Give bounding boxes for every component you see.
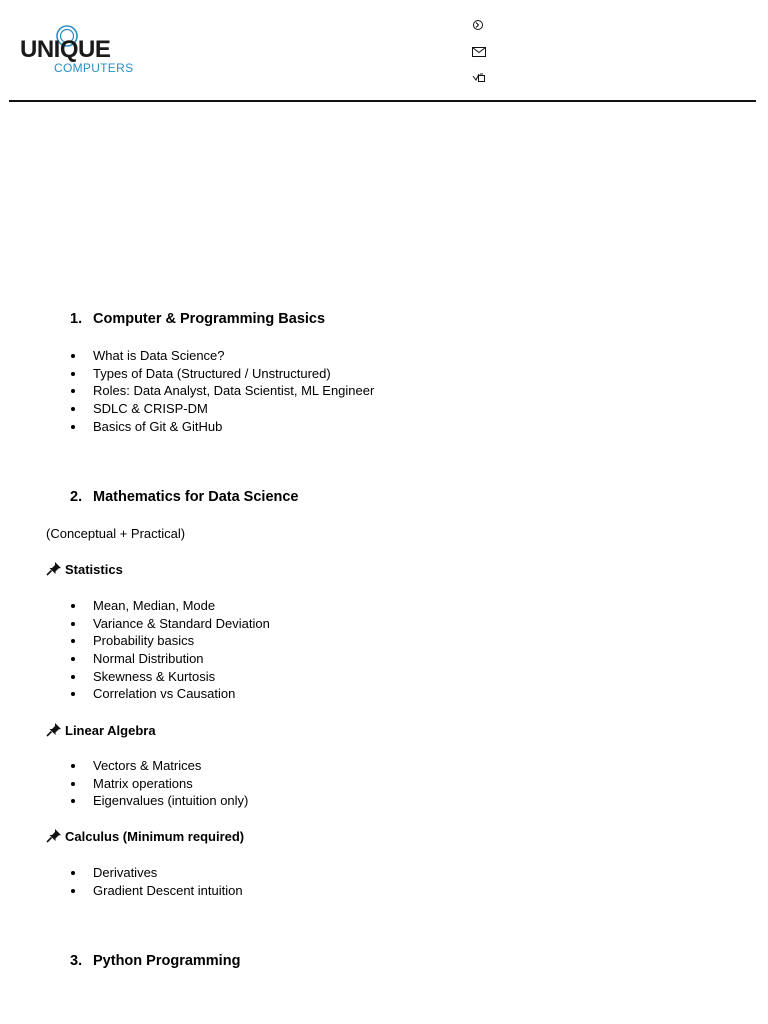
logo-main-text: UNIQUE [20, 36, 111, 63]
list-item: Normal Distribution [0, 650, 270, 668]
bullet-list [0, 864, 243, 899]
section-heading [70, 953, 240, 969]
section-title: Mathematics for Data Science [93, 489, 299, 505]
envelope-icon [472, 44, 492, 70]
subsection-heading [46, 723, 156, 738]
contact-icons [472, 18, 492, 96]
list-item: Derivatives [0, 864, 243, 882]
list-item: Mean, Median, Mode [0, 597, 270, 615]
list-item: Gradient Descent intuition [0, 882, 243, 900]
list-item: Roles: Data Analyst, Data Scientist, ML Engineer [0, 382, 374, 400]
list-item: Basics of Git & GitHub [0, 418, 374, 436]
section-note: (Conceptual + Practical) [46, 526, 186, 541]
subsection-title: Linear Algebra [65, 723, 156, 738]
list-item: Correlation vs Causation [0, 685, 270, 703]
logo-sub-text: COMPUTERS [54, 61, 134, 75]
pushpin-icon [46, 723, 62, 737]
subsection-heading [46, 829, 244, 844]
list-item: Probability basics [0, 632, 270, 650]
header-divider [9, 100, 756, 102]
page-header [0, 0, 768, 102]
list-item: Eigenvalues (intuition only) [0, 792, 248, 810]
section-number: 1. [70, 311, 83, 327]
list-item: Types of Data (Structured / Unstructured) [0, 365, 374, 383]
subsection-heading [46, 562, 123, 577]
list-item: Vectors & Matrices [0, 757, 248, 775]
pushpin-icon [46, 562, 62, 576]
section-title: Python Programming [93, 953, 241, 969]
list-item: SDLC & CRISP-DM [0, 400, 374, 418]
section-heading [70, 311, 325, 327]
section-number: 2. [70, 489, 83, 505]
subsection-title: Statistics [65, 562, 123, 577]
list-item: Matrix operations [0, 775, 248, 793]
list-item: Skewness & Kurtosis [0, 668, 270, 686]
phone-icon [472, 18, 492, 44]
pushpin-icon [46, 829, 62, 843]
bullet-list [0, 597, 270, 703]
section-number: 3. [70, 953, 83, 969]
company-logo [20, 24, 150, 76]
list-item: Variance & Standard Deviation [0, 615, 270, 633]
bullet-list [0, 757, 248, 810]
section-heading [70, 489, 299, 505]
section-title: Computer & Programming Basics [93, 311, 326, 327]
list-item: What is Data Science? [0, 347, 374, 365]
location-icon [472, 70, 492, 96]
subsection-title: Calculus (Minimum required) [65, 829, 245, 844]
bullet-list [0, 347, 374, 435]
